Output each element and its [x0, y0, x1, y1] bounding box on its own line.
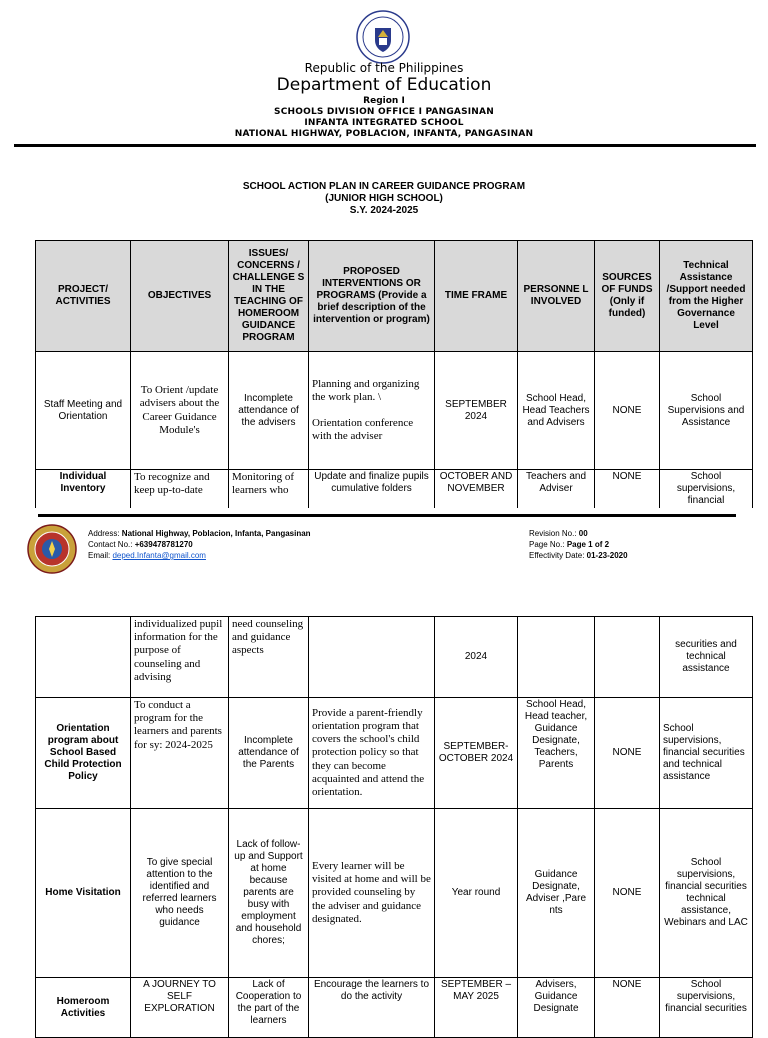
cell-interventions: Every learner will be visited at home and will be provided counseling by the adviser and guidance designated. [309, 809, 435, 978]
cell-time-frame: SEPTEMBER –MAY 2025 [435, 978, 518, 1038]
cell-funds: NONE [595, 352, 660, 470]
col-header-personnel: PERSONNE L INVOLVED [518, 241, 595, 352]
cell-objectives: To Orient /update advisers about the Career Guidance Module's [131, 352, 229, 470]
table-header-row [36, 241, 753, 352]
table-row [36, 470, 753, 512]
email-link[interactable]: deped.Infanta@gmail.com [112, 551, 206, 560]
cell-issues: need counseling and guidance aspects [229, 617, 309, 698]
cell-project: Individual Inventory [36, 470, 131, 512]
republic-line: Republic of the Philippines [304, 61, 464, 75]
region-line: Region I [363, 96, 405, 106]
cell-time-frame: SEPTEMBER 2024 [435, 352, 518, 470]
cell-interventions: Update and finalize pupils cumulative folders [309, 470, 435, 512]
header-rule-thick [14, 144, 756, 147]
cell-personnel [518, 617, 595, 698]
col-header-objectives: OBJECTIVES [131, 241, 229, 352]
cell-time-frame: Year round [435, 809, 518, 978]
cell-funds: NONE [595, 470, 660, 512]
page-footer [0, 508, 768, 588]
cell-assistance: School supervisions, financial securities [660, 978, 753, 1038]
cell-personnel: School Head, Head Teachers and Advisers [518, 352, 595, 470]
cell-project: Orientation program about School Based Child Protection Policy [36, 698, 131, 809]
footer-address: Address: National Highway, Poblacion, Infanta, Pangasinan [88, 529, 311, 538]
table-row [36, 617, 753, 698]
cell-funds [595, 617, 660, 698]
action-plan-table-page2 [35, 616, 753, 1038]
plan-subtitle: (JUNIOR HIGH SCHOOL) [325, 193, 443, 204]
cell-objectives: To conduct a program for the learners and parents for sy: 2024-2025 [131, 698, 229, 809]
cell-funds: NONE [595, 809, 660, 978]
intervention-line: Orientation conference with the adviser [312, 416, 414, 442]
cell-issues: Incomplete attendance of the Parents [229, 698, 309, 809]
table-row [36, 809, 753, 978]
cell-interventions: Encourage the learners to do the activity [309, 978, 435, 1038]
footer-email: Email: deped.Infanta@gmail.com [88, 551, 206, 560]
cell-interventions [309, 617, 435, 698]
intervention-line: Planning and organizing the work plan. \ [312, 378, 420, 404]
cell-personnel: School Head, Head teacher, Guidance Designate, Teachers, Parents [518, 698, 595, 809]
cell-issues: Lack of Cooperation to the part of the learners [229, 978, 309, 1038]
cell-time-frame: OCTOBER AND NOVEMBER [435, 470, 518, 512]
cell-project: Home Visitation [36, 809, 131, 978]
cell-assistance: School supervisions, financial securities and technical assistance [660, 698, 753, 809]
cell-personnel: Teachers and Adviser [518, 470, 595, 512]
cell-issues: Incomplete attendance of the advisers [229, 352, 309, 470]
cell-personnel: Guidance Designate, Adviser ,Pare nts [518, 809, 595, 978]
cell-time-frame: SEPTEMBER-OCTOBER 2024 [435, 698, 518, 809]
cell-funds: NONE [595, 978, 660, 1038]
cell-assistance: School supervisions, financial [660, 470, 753, 512]
footer-rule [38, 514, 736, 517]
school-year: S.Y. 2024-2025 [349, 205, 419, 216]
school-address: NATIONAL HIGHWAY, POBLACION, INFANTA, PANGASINAN [234, 129, 534, 139]
cell-objectives: To recognize and keep up-to-date [131, 470, 229, 512]
cell-assistance: securities and technical assistance [660, 617, 753, 698]
col-header-funds: SOURCES OF FUNDS (Only if funded) [595, 241, 660, 352]
action-plan-table-page1 [35, 240, 753, 512]
school-name: INFANTA INTEGRATED SCHOOL [304, 118, 464, 128]
cell-assistance: School Supervisions and Assistance [660, 352, 753, 470]
footer-revision: Revision No.: 00 [529, 529, 588, 538]
cell-funds: NONE [595, 698, 660, 809]
col-header-assistance: Technical Assistance /Support needed from the Higher Governance Level [660, 241, 753, 352]
cell-project: Homeroom Activities [36, 978, 131, 1038]
cell-project: Staff Meeting and Orientation [36, 352, 131, 470]
cell-issues: Lack of follow-up and Support at home because parents are busy with employment and household chores; [229, 809, 309, 978]
col-header-project: PROJECT/ ACTIVITIES [36, 241, 131, 352]
cell-project [36, 617, 131, 698]
cell-time-frame: 2024 [435, 617, 518, 698]
department-name: Department of Education [276, 75, 492, 95]
cell-interventions: Provide a parent-friendly orientation program that covers the school's child protection policy so that they can become acquainted and attend the orientation. [309, 698, 435, 809]
cell-personnel: Advisers, Guidance Designate [518, 978, 595, 1038]
cell-assistance: School supervisions, financial securities technical assistance, Webinars and LAC [660, 809, 753, 978]
table-row [36, 978, 753, 1038]
cell-objectives: To give special attention to the identified and referred learners who needs guidance [131, 809, 229, 978]
table-row [36, 352, 753, 470]
footer-page-number: Page No.: Page 1 of 2 [529, 540, 610, 549]
table-row [36, 698, 753, 809]
cell-objectives: individualized pupil information for the purpose of counseling and advising [131, 617, 229, 698]
cell-issues: Monitoring of learners who [229, 470, 309, 512]
footer-contact: Contact No.: +639478781270 [88, 540, 193, 549]
col-header-interventions: PROPOSED INTERVENTIONS OR PROGRAMS (Provide a brief description of the intervention or program) [309, 241, 435, 352]
col-header-issues: ISSUES/ CONCERNS / CHALLENGE S IN THE TEACHING OF HOMEROOM GUIDANCE PROGRAM [229, 241, 309, 352]
division-line: SCHOOLS DIVISION OFFICE I PANGASINAN [274, 107, 494, 117]
cell-objectives: A JOURNEY TO SELF EXPLORATION [131, 978, 229, 1038]
footer-effectivity: Effectivity Date: 01-23-2020 [529, 551, 628, 560]
col-header-time-frame: TIME FRAME [435, 241, 518, 352]
school-seal-icon [27, 524, 77, 574]
cell-interventions [309, 352, 435, 470]
deped-seal-icon [356, 10, 410, 64]
plan-title: SCHOOL ACTION PLAN IN CAREER GUIDANCE PROGRAM [242, 181, 526, 192]
